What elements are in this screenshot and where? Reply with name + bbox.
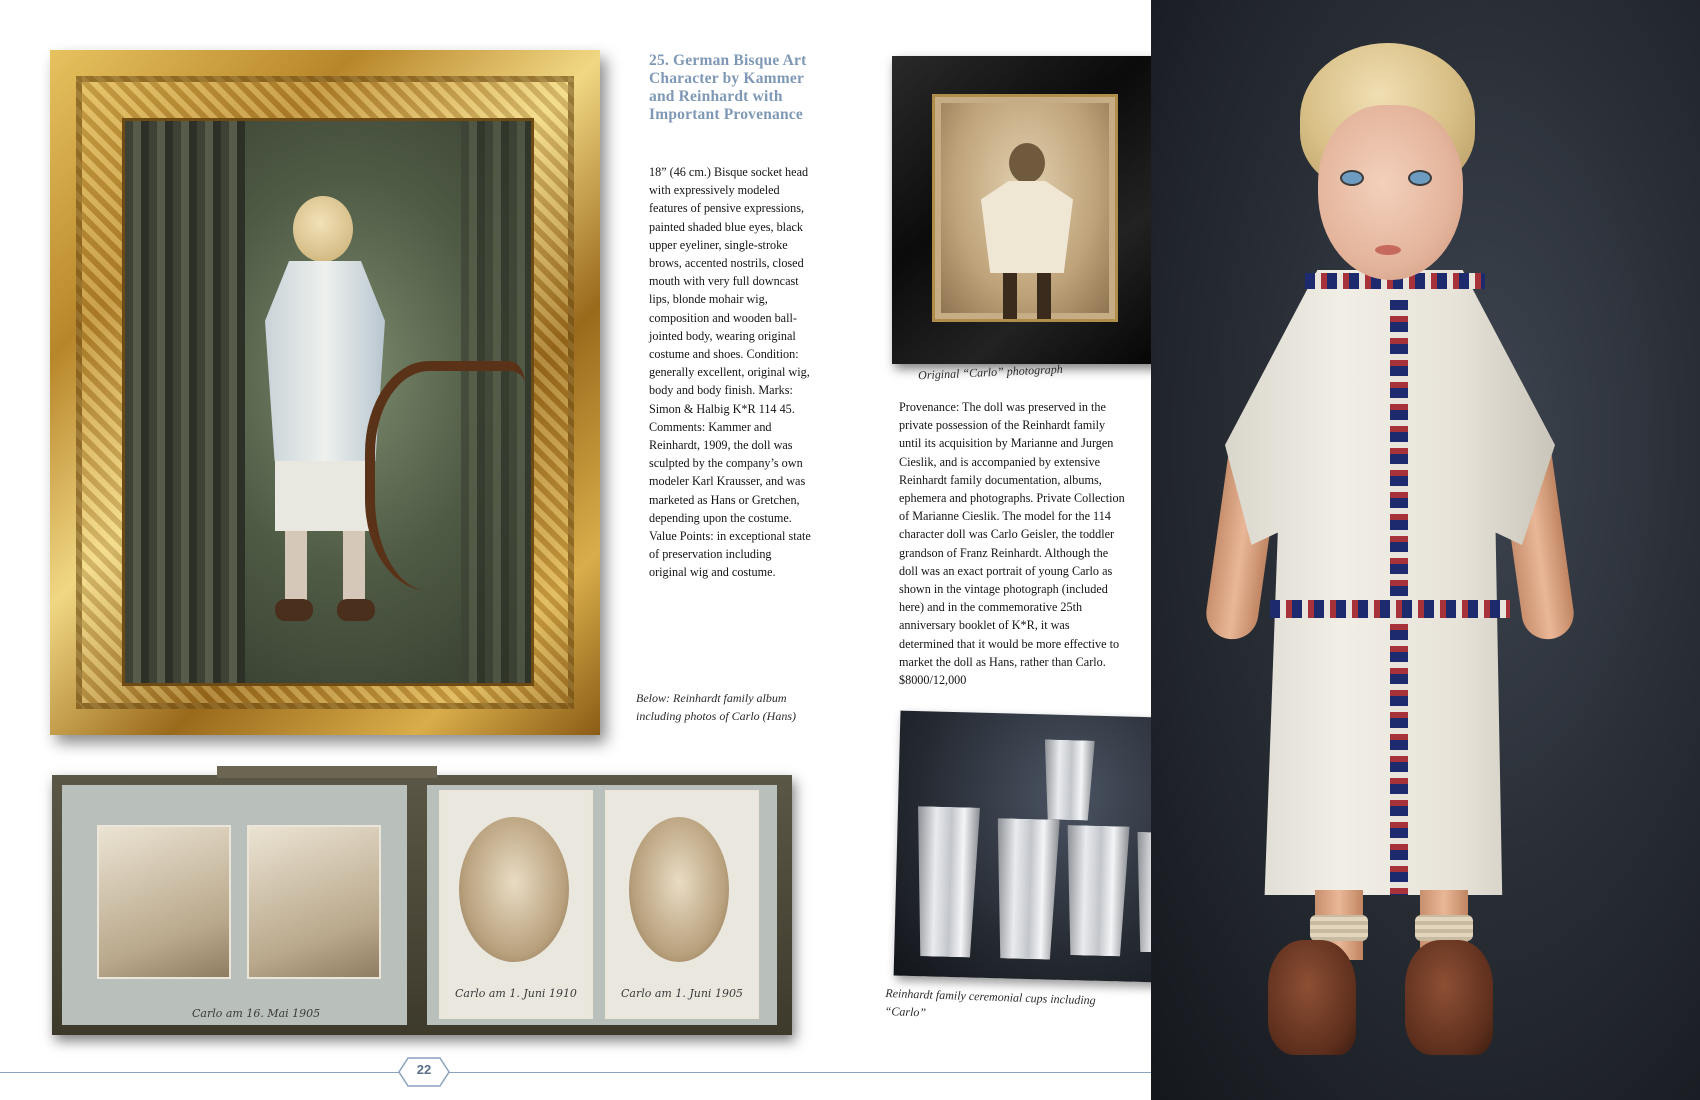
- doll-sock-left: [1310, 915, 1368, 941]
- framed-portrait-photo: [50, 50, 600, 735]
- doll-sock-right: [1415, 915, 1473, 941]
- cup: [1043, 739, 1095, 820]
- album-spine-tab: [217, 766, 437, 778]
- chair: [365, 361, 525, 591]
- sepia-photo: [941, 103, 1109, 313]
- child-boot-right: [337, 599, 375, 621]
- provenance-text: Provenance: The doll was preserved in the private possession of the Reinhardt family until its acquisition by Marianne and Jurgen Cieslik, and is accompanied by extensive Reinhardt family documentation, albums, ephemera and photographs. Private Collection of Marianne Cieslik. The model for the 114 character doll was Carlo Geisler, the toddler grandson of Franz Reinhardt. Although the doll was an exact portrait of young Carlo as shown in the vintage photograph (included here) and in the commemorative 25th anniversary booklet of K*R, it was determined that it would be more effective to market the doll as Hans, rather than Carlo. $8000/12,000: [899, 400, 1125, 688]
- carlo-outfit: [981, 181, 1073, 273]
- cup: [994, 818, 1060, 960]
- album-inscription: Carlo am 1. Juni 1905: [621, 987, 743, 1000]
- child-leg-right: [343, 531, 365, 601]
- child-head: [293, 196, 353, 262]
- carlo-leg-right: [1037, 273, 1051, 319]
- album-snapshot: [247, 825, 381, 979]
- footer-rule-left: [0, 1072, 400, 1073]
- child-leg-left: [285, 531, 307, 601]
- photo-mat: [932, 94, 1118, 322]
- doll-belt-trim: [1270, 600, 1510, 618]
- doll-boot-left: [1268, 940, 1356, 1055]
- carlo-framed-photo: [892, 56, 1158, 364]
- child-shorts: [275, 461, 375, 531]
- lot-title: 25. German Bisque Art Character by Kammer and Reinhardt with Important Provenance: [649, 52, 807, 123]
- doll-mouth: [1375, 245, 1401, 255]
- doll-boot-right: [1405, 940, 1493, 1055]
- album-inscription: Carlo am 16. Mai 1905: [192, 1007, 321, 1020]
- carlo-head: [1009, 143, 1045, 183]
- carlo-photo-caption: Original “Carlo” photograph: [917, 361, 1063, 383]
- portrait-canvas: [122, 118, 534, 686]
- curtain-left: [125, 121, 245, 683]
- child-boot-left: [275, 599, 313, 621]
- album-snapshot: [97, 825, 231, 979]
- album-inscription: Carlo am 1. Juni 1910: [455, 987, 577, 1000]
- album-card: [439, 790, 593, 1019]
- album-card: [605, 790, 759, 1019]
- album-page-left: [62, 785, 407, 1025]
- family-album-photo: [52, 775, 792, 1035]
- cup: [914, 806, 980, 958]
- doll-front-trim: [1390, 300, 1408, 895]
- cup: [1064, 825, 1129, 957]
- cups-caption: Reinhardt family ceremonial cups including “Carlo”: [884, 985, 1096, 1020]
- album-page-right: [427, 785, 777, 1025]
- lot-description: 18” (46 cm.) Bisque socket head with expressively modeled features of pensive expressions, painted shaded blue eyes, black upper eyeliner, single-stroke brows, accented nostrils, closed mouth with very full downcast lips, blonde mohair wig, composition and wooden ball-jointed body, wearing original costume and shoes. Condition: generally excellent, original wig, body and body finish. Marks: Simon & Halbig K*R 114 45. Comments: Kammer and Reinhardt, 1909, the doll was sculpted by the company’s own modeler Karl Krausser, and was marketed as Hans or Gretchen, depending upon the costume. Value Points: in exceptional state of preservation including original wig and costume.: [649, 165, 811, 580]
- album-oval-photo: [629, 817, 729, 962]
- footer-rule-right: [448, 1072, 1151, 1073]
- doll-eye-left: [1340, 170, 1364, 186]
- carlo-leg-left: [1003, 273, 1017, 319]
- page-number: 22: [416, 1062, 432, 1077]
- album-oval-photo: [459, 817, 569, 962]
- doll-eye-right: [1408, 170, 1432, 186]
- album-caption: Below: Reinhardt family album including photos of Carlo (Hans): [636, 691, 797, 723]
